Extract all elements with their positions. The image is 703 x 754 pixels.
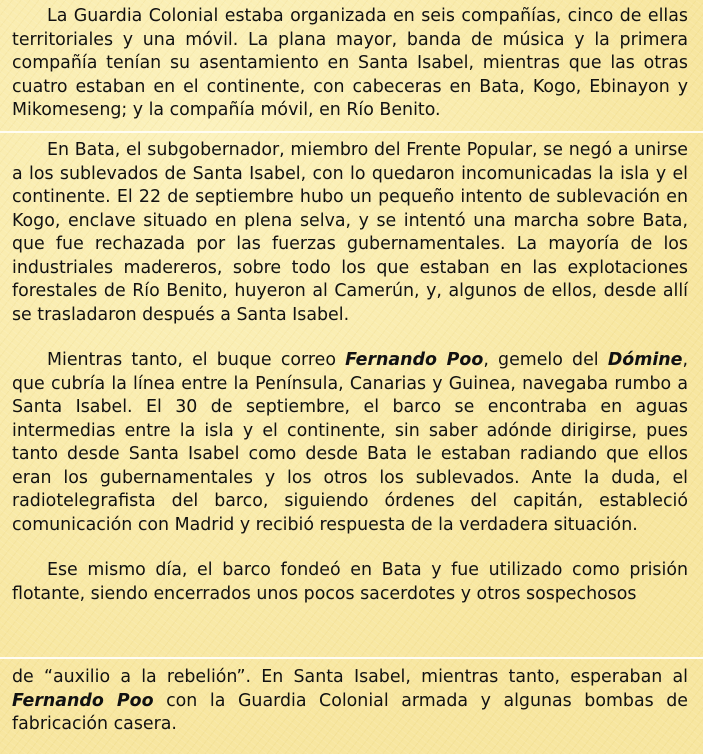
- text-block-2: [12, 139, 688, 606]
- separator-line: [0, 131, 703, 133]
- ship-name-fernando-poo: Fernando Poo: [345, 350, 484, 370]
- text-block-3: [12, 666, 688, 737]
- paragraph-4: Ese mismo día, el barco fondeó en Bata y fue utilizado como prisión flotante, siendo encerrados unos pocos sacerdotes y otros sospechosos: [12, 560, 688, 604]
- text-block-1: [12, 5, 688, 123]
- paragraph-1: La Guardia Colonial estaba organizada en seis compañías, cinco de ellas territoriales y una móvil. La plana mayor, banda de música y la primera compañía tenían su asentamiento en Santa Isabel, mientras que las otras cuatro estaban en el continente, con cabeceras en Bata, Kogo, Ebinayon y Mikomeseng; y la compañía móvil, en Río Benito.: [12, 6, 688, 120]
- paragraph-3: Mientras tanto, el buque correo Fernando Poo, gemelo del Dómine, que cubría la línea entre la Península, Canarias y Guinea, navegaba rumbo a Santa Isabel. El 30 de septiembre, el barco se encontraba en aguas intermedias entre la isla y el continente, sin saber adónde dirigirse, pues tanto desde Santa Isabel como desde Bata le estaban radiando que ellos eran los gubernamentales y los otros los sublevados. Ante la duda, el radiotelegrafista del barco, siguiendo órdenes del capitán, estableció comunicación con Madrid y recibió respuesta de la verdadera situación.: [12, 350, 688, 535]
- paragraph-5: de “auxilio a la rebelión”. En Santa Isabel, mientras tanto, esperaban al Fernando Poo con la Guardia Colonial armada y algunas bombas de fabricación casera.: [12, 667, 688, 734]
- ship-name-domine: Dómine: [607, 350, 683, 370]
- ship-name-fernando-poo: Fernando Poo: [12, 690, 154, 711]
- separator-line: [0, 657, 703, 659]
- paragraph-2: En Bata, el subgobernador, miembro del Frente Popular, se negó a unirse a los sublevados de Santa Isabel, con lo quedaron incomunicadas la isla y el continente. El 22 de septiembre hubo un pequeño intento de sublevación en Kogo, enclave situado en plena selva, y se intentó una marcha sobre Bata, que fue rechazada por las fuerzas gubernamentales. La mayoría de los industriales madereros, sobre todo los que estaban en las explotaciones forestales de Río Benito, huyeron al Camerún, y, algunos de ellos, desde allí se trasladaron después a Santa Isabel.: [12, 140, 688, 325]
